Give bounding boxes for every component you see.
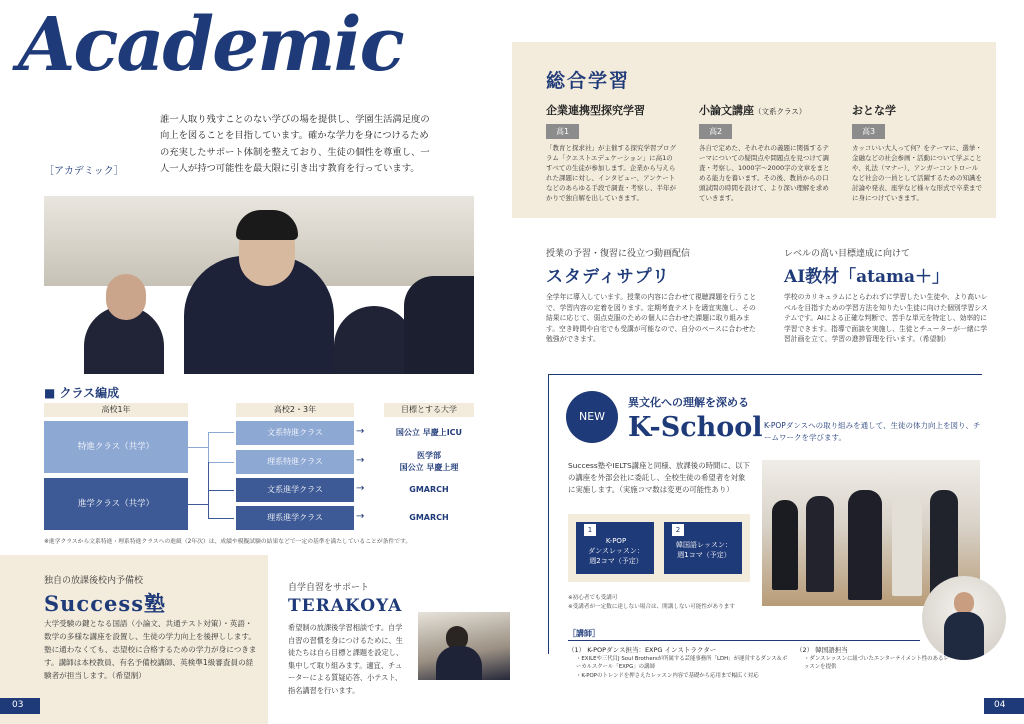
success-title: Success塾	[44, 591, 167, 616]
teacher-1-detail: ・EXILEや三代目J Soul Brothersが所属する芸能事務所「LDH」が運営するダンス＆ボーカルスクール「EXPG」の講師 ・K-POPのトレンドを押さえたレッスン内容で基礎から応用まで幅広く対応	[576, 656, 788, 679]
header-grade1: 高校1年	[44, 403, 188, 417]
class-rikei-tokushin: 理系特進クラス	[236, 450, 354, 474]
target-2a: 医学部	[417, 451, 441, 460]
class-bunkei-shingaku: 文系進学クラス	[236, 478, 354, 502]
study-subtitle: 授業の予習・復習に役立つ動画配信	[546, 249, 691, 259]
arrow-icon: →	[356, 483, 365, 494]
page-number-right: 04	[994, 700, 1006, 710]
grade-label: 高1	[546, 124, 579, 139]
sogo-col-text: 各自で定めた、それぞれの義題に関係するテーマについての疑問点や問題点を見つけて調査・考察し、1000字〜2000字の文章をまとめる能力を養います。その後、教員からの口頭試問の時間を設けて、より深い理解を求めていきます。	[699, 144, 830, 203]
kschool-text: Success塾やIELTS講座と同様、放課後の時間に、以下の講座を外部会社に委託し、全校生徒の希望者を対象に実施します。（実施コマ数は変更の可能性あり）	[568, 461, 750, 495]
teacher-2: （2） 韓国語担当	[796, 646, 848, 654]
class-note: ※進学クラスから文系特進・理系特進クラスへの進級（2年次）は、成績や模擬試験の結果などで一定の基準を満たしていることが条件です。	[44, 539, 412, 545]
success-text: 大学受験の鍵となる国語（小論文、共通テスト対策）・英語・数学の多様な講座を設置し、生徒の学力向上を後押しします。塾に通わなくても、志望校に合格するための学力が身につきます。講師は本校教員、有名予備校講師、英検準1級審査員の経験者が担当します。（希望制）	[44, 619, 257, 680]
grade-label: 高2	[699, 124, 732, 139]
class-shingaku: 進学クラス（共学）	[44, 478, 188, 530]
teacher-2-detail: ・ダンスレッスンに紐づいたエンターテイメント性のあるレッスンを提供	[804, 656, 949, 671]
sogo-title: 総合学習	[546, 70, 631, 92]
sogo-col-title: 小論文講座	[699, 104, 754, 117]
new-badge: NEW	[566, 391, 618, 443]
sogo-col-3	[852, 102, 984, 203]
arrow-icon: →	[356, 426, 365, 437]
arrow-icon: →	[356, 455, 365, 466]
teacher-divider	[568, 640, 920, 641]
sogo-col-text: 「教育と探求社」が主催する探究学習プログラム「クエストエデュケーション」に高1のすべての生徒が参加します。企業から与えられた課題に対し、インタビュー、アンケートなどのあらゆる手段で調査・考察し、半年がかりで独自解を出していきます。	[546, 144, 676, 203]
sogo-col-title: 企業連携型探究学習	[546, 104, 645, 117]
terakoya-title: TERAKOYA	[288, 596, 403, 616]
target-4: GMARCH	[409, 513, 449, 522]
header-grade23: 高校2・3年	[236, 403, 354, 417]
page-number-left: 03	[12, 700, 24, 710]
class-section-title: ■ クラス編成	[44, 386, 120, 400]
teacher-label: ［講師］	[568, 629, 600, 638]
hero-title: Academic	[18, 2, 403, 88]
sogo-col-title: おとな学	[852, 104, 896, 117]
study-text: 全学年に導入しています。授業の内容に合わせて視聴課題を行うことで、学習内容の定着を図ります。定期考査テストを適宜実施し、その結果に応じて、弱点克服のための個人に合わせた課題に取り組みます。空き時間や自宅でも受講が可能なので、自分のペースに合わせた勉強ができます。	[546, 293, 757, 344]
arrow-icon: →	[356, 511, 365, 522]
lesson-num: 1	[584, 524, 596, 536]
terakoya-text: 希望制の放課後学習相談です。自学自習の習慣を身につけるために、生徒たちは自ら目標と課題を設定し、集中して取り組みます。適宜、チューターによる質疑応答、小テスト、指名講習を行います。	[288, 623, 404, 695]
teacher-photo	[922, 576, 1006, 660]
sogo-col-2	[699, 102, 831, 203]
intro-text: 誰一人取り残すことのない学びの場を提供し、学園生活満足度の向上を図ることを目指しています。確かな学力を身につけるための充実したサポート体制を整えており、生徒の個性を尊重し、一人一人が持つ可能性を最大限に引き出す教育を行っています。	[160, 114, 430, 174]
study-title: スタディサプリ	[546, 267, 670, 287]
sogo-col-1	[546, 102, 678, 203]
sogo-col-title-suffix: （文系クラス）	[754, 107, 807, 116]
header-target: 目標とする大学	[384, 403, 474, 417]
kschool-title: K-School	[628, 412, 763, 443]
class-bunkei-tokushin: 文系特進クラス	[236, 421, 354, 445]
target-3: GMARCH	[409, 485, 449, 494]
grade-label: 高3	[852, 124, 885, 139]
lesson-text: K-POP ダンスレッスン： 週2コマ（予定）	[588, 537, 644, 566]
terakoya-subtitle: 自学自習をサポート	[288, 583, 370, 593]
kschool-desc: K-POPダンスへの取り組みを通して、生徒の体力向上を図り、チームワークを学びます。	[764, 421, 981, 442]
classroom-photo	[44, 196, 474, 374]
terakoya-photo	[418, 612, 510, 680]
kschool-subtitle: 異文化への理解を深める	[628, 396, 749, 409]
success-subtitle: 独自の放課後校内予備校	[44, 576, 144, 586]
atama-title: AI教材「atama＋」	[784, 267, 950, 287]
atama-text: 学校のカリキュラムにとらわれずに学習したい生徒や、より高いレベルを目指すための学習方法を知りたい生徒に向けた個別学習システムです。AIによる正確な判断で、苦手な単元を特定し、効率的に学習できます。指導で面談を実施し、生徒とチューターが一緒に学習計画を立て、学習の進捗管理を行います。（希望制）	[784, 293, 988, 344]
target-1: 国公立 早慶上ICU	[395, 428, 463, 437]
lesson-text: 韓国語レッスン： 週1コマ（予定）	[676, 541, 732, 560]
atama-subtitle: レベルの高い目標達成に向けて	[784, 249, 911, 259]
hero-subtitle: ［アカデミック］	[44, 166, 124, 177]
lesson-note: ※初心者でも受講可 ※受講者が一定数に達しない場合は、開講しない可能性があります	[568, 595, 735, 610]
sogo-col-text: カッコいい大人って何？をテーマに、選挙・金融などの社会参画・活動について学ぶことや、礼法（マナー）、アンガーコントロールなど社会の一員として活躍するための知識を討論や発表、座学など様々な形式で卒業までに身につけていきます。	[852, 144, 982, 203]
class-rikei-shingaku: 理系進学クラス	[236, 506, 354, 530]
target-2b: 国公立 早慶上理	[399, 463, 459, 472]
teacher-1: （1） K-POPダンス担当：EXPG インストラクター	[568, 646, 717, 654]
class-tokushin: 特進クラス（共学）	[44, 421, 188, 473]
lesson-num: 2	[672, 524, 684, 536]
